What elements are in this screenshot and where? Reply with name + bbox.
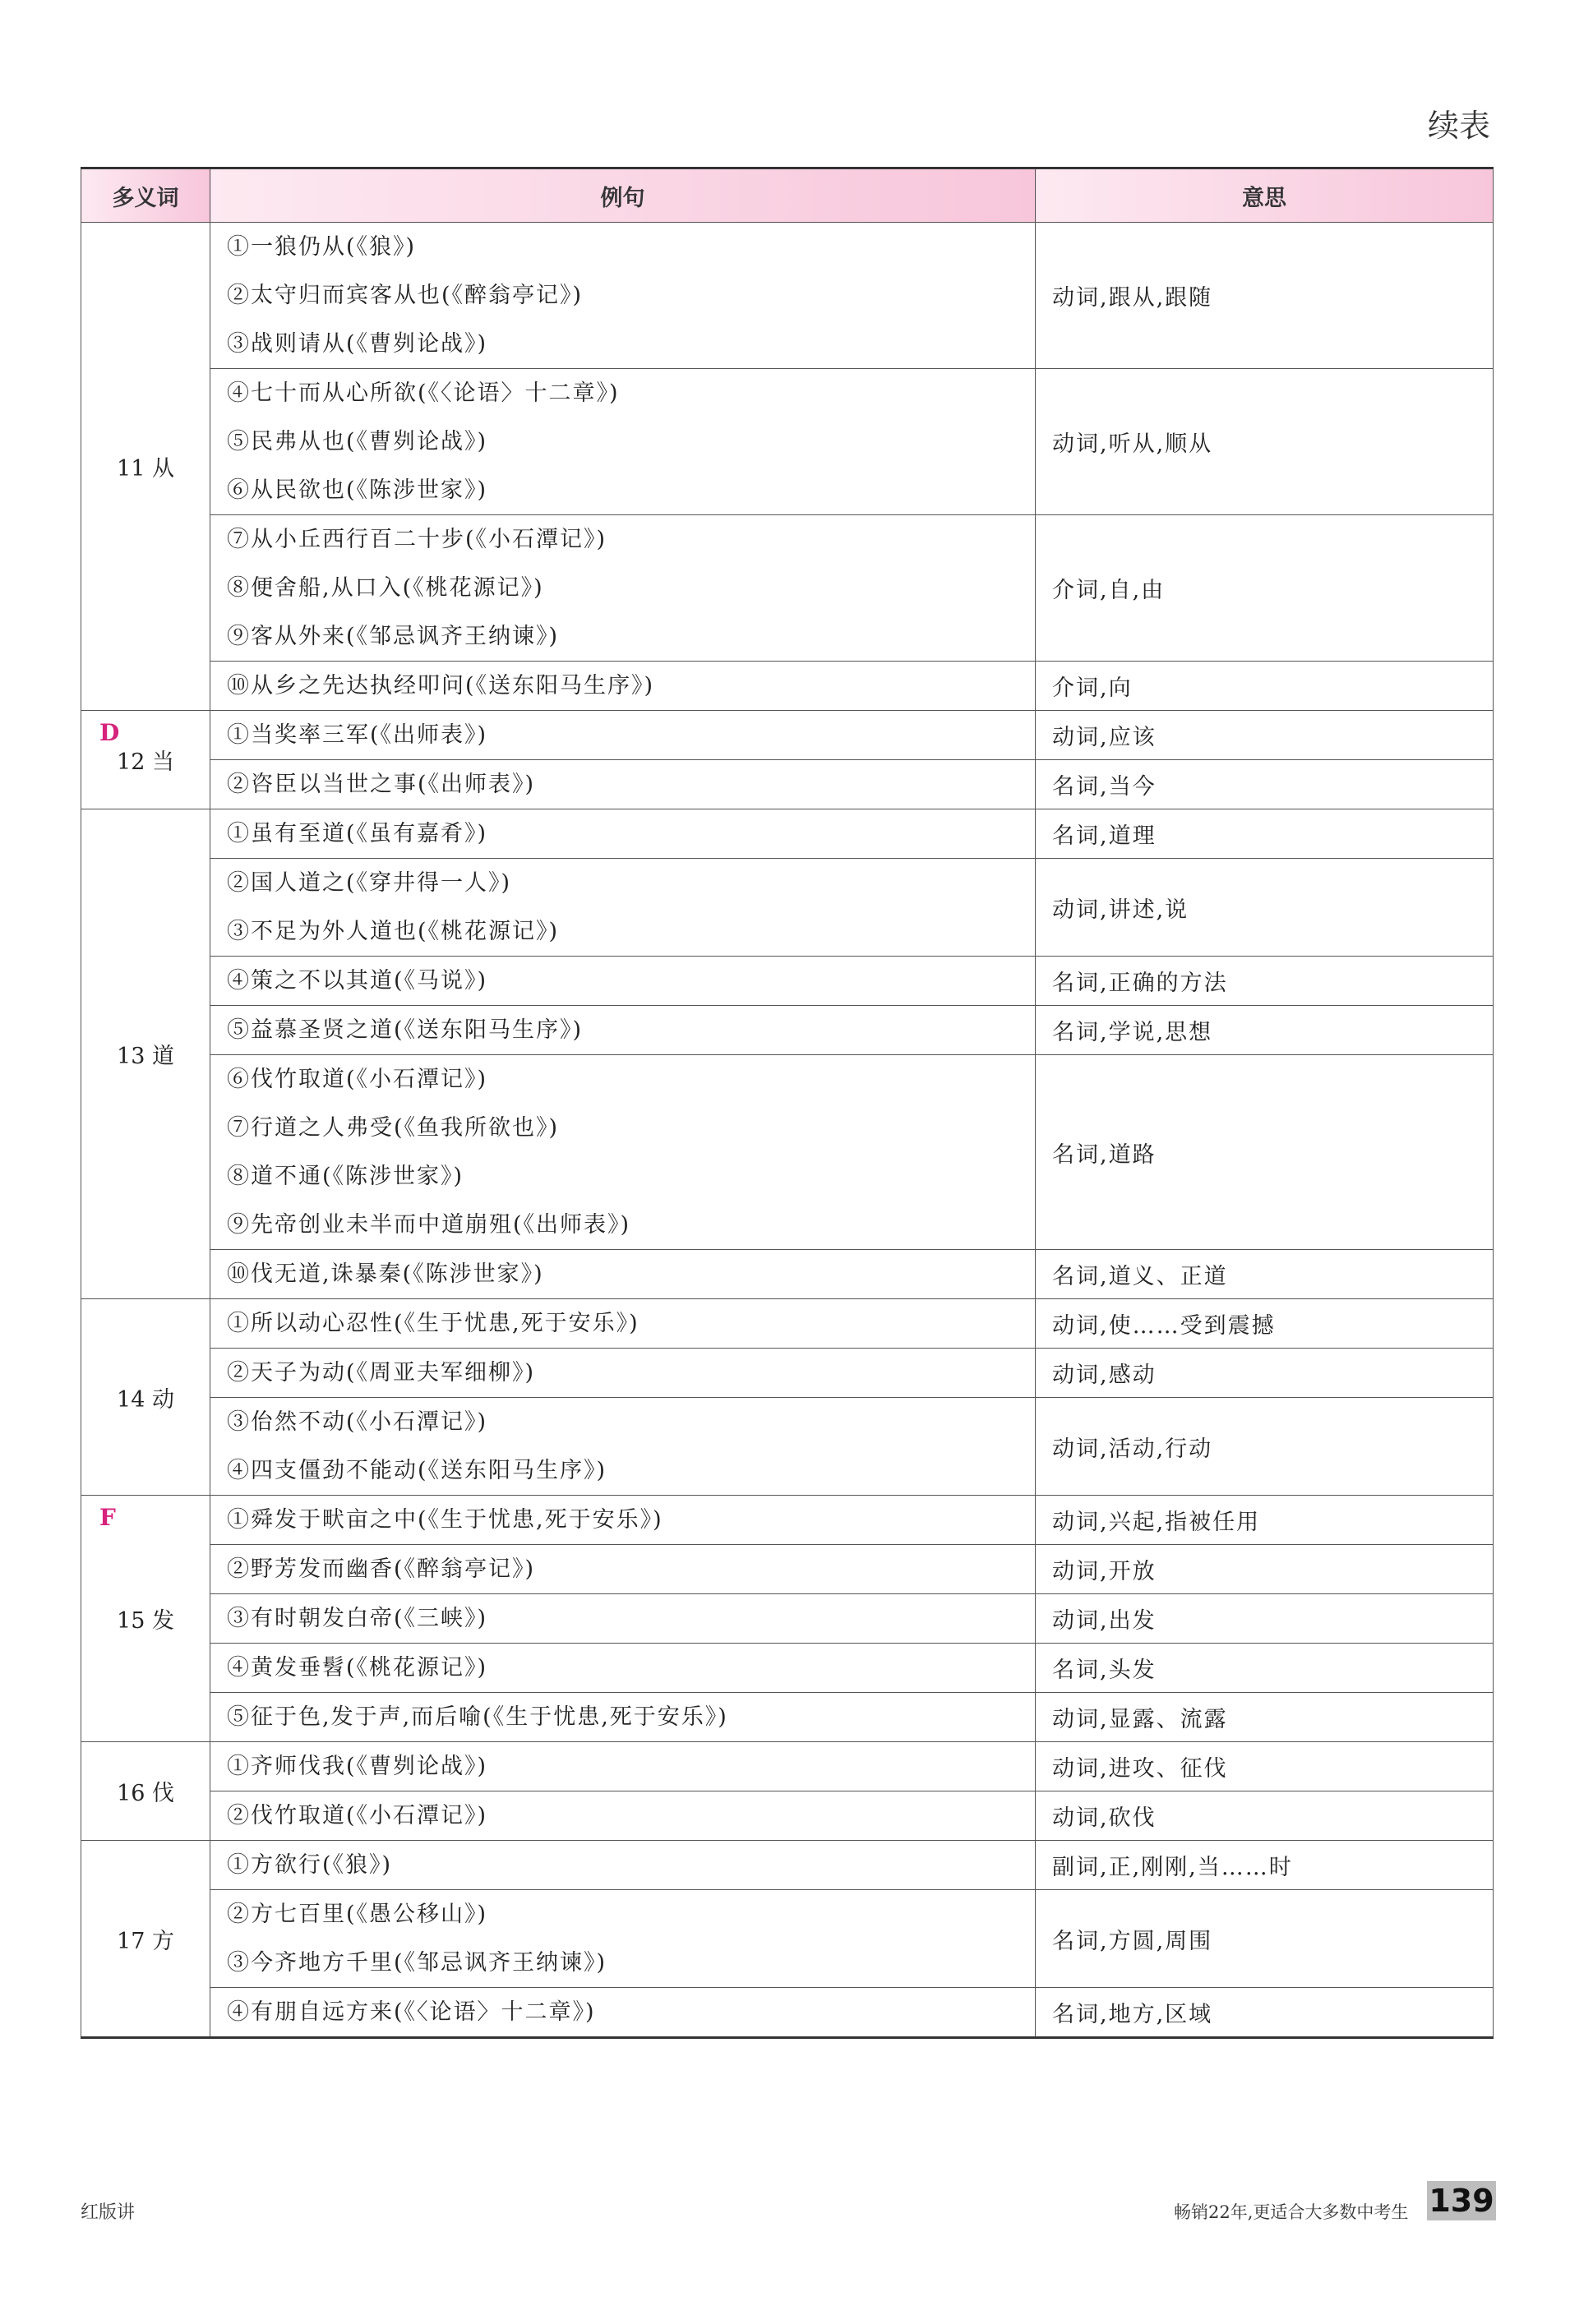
- example-cell: [210, 1055, 1036, 1250]
- table-row: [81, 711, 1494, 760]
- example-cell: [210, 859, 1036, 957]
- example-cell: [210, 1299, 1036, 1349]
- example-sentence: ⑤民弗从也(《曹刿论战》): [227, 429, 488, 454]
- example-sentence: ④有朋自远方来(《〈论语〉十二章》): [227, 1999, 596, 2025]
- polysemous-word: 11 从: [117, 456, 174, 482]
- meaning-cell: 动词,兴起,指被任用: [1036, 1496, 1494, 1545]
- meaning-cell: 名词,头发: [1036, 1644, 1494, 1693]
- meaning-cell: 动词,听从,顺从: [1036, 369, 1494, 515]
- meaning-cell: 名词,地方,区域: [1036, 1988, 1494, 2038]
- example-cell: [210, 957, 1036, 1006]
- example-sentence: ①方欲行(《狼》): [227, 1852, 393, 1878]
- example-sentence: ①当奖率三军(《出师表》): [227, 722, 488, 748]
- example-cell: [210, 760, 1036, 809]
- polysemous-word: 15 发: [117, 1608, 174, 1634]
- table-row: [81, 1055, 1494, 1250]
- table-row: [81, 515, 1494, 662]
- meaning-cell: 副词,正,刚刚,当……时: [1036, 1841, 1494, 1890]
- header-example: 例句: [210, 168, 1036, 223]
- polysemous-word: 16 伐: [117, 1781, 174, 1806]
- meaning-cell: 动词,活动,行动: [1036, 1398, 1494, 1496]
- table-row: [81, 1791, 1494, 1841]
- example-sentence: ⑥伐竹取道(《小石潭记》): [227, 1067, 488, 1092]
- example-cell: [210, 1742, 1036, 1791]
- meaning-cell: 动词,使……受到震撼: [1036, 1299, 1494, 1349]
- table-row: [81, 1988, 1494, 2038]
- table-row: [81, 1841, 1494, 1890]
- polysemous-word-cell: [81, 223, 210, 711]
- header-meaning: 意思: [1036, 168, 1494, 223]
- example-sentence: ③佁然不动(《小石潭记》): [227, 1409, 488, 1435]
- polysemous-word-cell: [81, 809, 210, 1299]
- meaning-cell: 名词,道理: [1036, 809, 1494, 859]
- polysemous-word-cell: [81, 1841, 210, 2038]
- example-cell: [210, 1644, 1036, 1693]
- table-row: [81, 1742, 1494, 1791]
- example-cell: [210, 1496, 1036, 1545]
- polysemous-word: 17 方: [117, 1928, 174, 1954]
- polysemy-table: [81, 167, 1494, 2039]
- table-header-row: [81, 168, 1494, 223]
- page-number: 139: [1427, 2181, 1496, 2220]
- example-cell: [210, 662, 1036, 711]
- meaning-cell: 动词,砍伐: [1036, 1791, 1494, 1841]
- table-row: [81, 809, 1494, 859]
- polysemous-word: 12 当: [117, 749, 174, 775]
- example-sentence: ⑦从小丘西行百二十步(《小石潭记》): [227, 527, 607, 552]
- example-cell: [210, 1693, 1036, 1742]
- example-cell: [210, 1594, 1036, 1644]
- example-sentence: ⑧道不通(《陈涉世家》): [227, 1164, 464, 1189]
- example-sentence: ⑤征于色,发于声,而后喻(《生于忧患,死于安乐》): [227, 1704, 728, 1730]
- table-row: [81, 1545, 1494, 1594]
- example-cell: [210, 515, 1036, 662]
- table-row: [81, 859, 1494, 957]
- index-letter: F: [99, 1504, 116, 1531]
- example-cell: [210, 1890, 1036, 1988]
- example-sentence: ⑦行道之人弗受(《鱼我所欲也》): [227, 1115, 560, 1141]
- example-sentence: ①虽有至道(《虽有嘉肴》): [227, 821, 488, 846]
- meaning-cell: 动词,出发: [1036, 1594, 1494, 1644]
- header-word: 多义词: [81, 168, 210, 223]
- example-sentence: ⑨先帝创业未半而中道崩殂(《出师表》): [227, 1212, 631, 1238]
- meaning-cell: 介词,向: [1036, 662, 1494, 711]
- example-sentence: ①所以动心忍性(《生于忧患,死于安乐》): [227, 1311, 640, 1336]
- meaning-cell: 名词,方圆,周围: [1036, 1890, 1494, 1988]
- meaning-cell: 动词,进攻、征伐: [1036, 1742, 1494, 1791]
- table-row: [81, 1006, 1494, 1055]
- meaning-cell: 名词,道义、正道: [1036, 1250, 1494, 1299]
- example-cell: [210, 1545, 1036, 1594]
- meaning-cell: 动词,显露、流露: [1036, 1693, 1494, 1742]
- example-sentence: ④黄发垂髫(《桃花源记》): [227, 1655, 488, 1681]
- example-sentence: ②咨臣以当世之事(《出师表》): [227, 772, 536, 797]
- example-sentence: ③战则请从(《曹刿论战》): [227, 331, 488, 357]
- example-cell: [210, 809, 1036, 859]
- table-row: [81, 1496, 1494, 1545]
- example-cell: [210, 1398, 1036, 1496]
- meaning-cell: 动词,跟从,跟随: [1036, 223, 1494, 369]
- example-sentence: ②野芳发而幽香(《醉翁亭记》): [227, 1556, 536, 1582]
- example-sentence: ②国人道之(《穿井得一人》): [227, 870, 512, 896]
- table-row: [81, 1594, 1494, 1644]
- table-row: [81, 1398, 1494, 1496]
- example-sentence: ①舜发于畎亩之中(《生于忧患,死于安乐》): [227, 1507, 663, 1533]
- example-sentence: ⑧便舍船,从口入(《桃花源记》): [227, 575, 544, 601]
- example-cell: [210, 369, 1036, 515]
- table-body: [81, 223, 1494, 2038]
- table-row: [81, 1299, 1494, 1349]
- example-sentence: ④策之不以其道(《马说》): [227, 968, 488, 994]
- meaning-cell: 动词,讲述,说: [1036, 859, 1494, 957]
- meaning-cell: 名词,正确的方法: [1036, 957, 1494, 1006]
- example-sentence: ①一狼仍从(《狼》): [227, 234, 417, 260]
- polysemous-word: 14 动: [117, 1386, 174, 1413]
- example-cell: [210, 1250, 1036, 1299]
- example-sentence: ③今齐地方千里(《邹忌讽齐王纳谏》): [227, 1950, 607, 1976]
- example-sentence: ⑥从民欲也(《陈涉世家》): [227, 477, 488, 503]
- example-sentence: ③有时朝发白帝(《三峡》): [227, 1606, 488, 1631]
- example-cell: [210, 711, 1036, 760]
- polysemous-word-cell: [81, 711, 210, 809]
- example-sentence: ④四支僵劲不能动(《送东阳马生序》): [227, 1458, 607, 1483]
- example-cell: [210, 1841, 1036, 1890]
- polysemous-word-cell: [81, 1299, 210, 1496]
- example-cell: [210, 1988, 1036, 2038]
- table-row: [81, 957, 1494, 1006]
- example-sentence: ②太守归而宾客从也(《醉翁亭记》): [227, 283, 584, 308]
- polysemous-word-cell: [81, 1742, 210, 1841]
- meaning-cell: 名词,学说,思想: [1036, 1006, 1494, 1055]
- table-row: [81, 369, 1494, 515]
- footer-slogan: 畅销22年,更适合大多数中考生: [1174, 2202, 1409, 2222]
- example-sentence: ②伐竹取道(《小石潭记》): [227, 1803, 488, 1828]
- meaning-cell: 动词,感动: [1036, 1349, 1494, 1398]
- example-cell: [210, 223, 1036, 369]
- example-sentence: ⑩从乡之先达执经叩问(《送东阳马生序》): [227, 673, 655, 699]
- table-row: [81, 1250, 1494, 1299]
- table-row: [81, 1644, 1494, 1693]
- example-sentence: ③不足为外人道也(《桃花源记》): [227, 919, 560, 944]
- example-cell: [210, 1791, 1036, 1841]
- meaning-cell: 动词,应该: [1036, 711, 1494, 760]
- meaning-cell: 名词,当今: [1036, 760, 1494, 809]
- example-cell: [210, 1006, 1036, 1055]
- meaning-cell: 介词,自,由: [1036, 515, 1494, 662]
- example-sentence: ④七十而从心所欲(《〈论语〉十二章》): [227, 380, 620, 406]
- table-row: [81, 760, 1494, 809]
- table-row: [81, 1693, 1494, 1742]
- index-letter: D: [99, 719, 120, 746]
- example-sentence: ⑤益慕圣贤之道(《送东阳马生序》): [227, 1017, 584, 1043]
- meaning-cell: 名词,道路: [1036, 1055, 1494, 1250]
- continued-label: 续表: [1427, 108, 1490, 144]
- polysemous-word: 13 道: [117, 1044, 174, 1069]
- footer-brand: 红版讲: [81, 2202, 136, 2223]
- meaning-cell: 动词,开放: [1036, 1545, 1494, 1594]
- example-sentence: ①齐师伐我(《曹刿论战》): [227, 1754, 488, 1779]
- example-cell: [210, 1349, 1036, 1398]
- table-row: [81, 1349, 1494, 1398]
- table-row: [81, 223, 1494, 369]
- example-sentence: ②方七百里(《愚公移山》): [227, 1902, 488, 1927]
- polysemous-word-cell: [81, 1496, 210, 1742]
- table-row: [81, 662, 1494, 711]
- example-sentence: ②天子为动(《周亚夫军细柳》): [227, 1360, 536, 1386]
- table-row: [81, 1890, 1494, 1988]
- example-sentence: ⑨客从外来(《邹忌讽齐王纳谏》): [227, 624, 560, 649]
- example-sentence: ⑩伐无道,诛暴秦(《陈涉世家》): [227, 1261, 544, 1287]
